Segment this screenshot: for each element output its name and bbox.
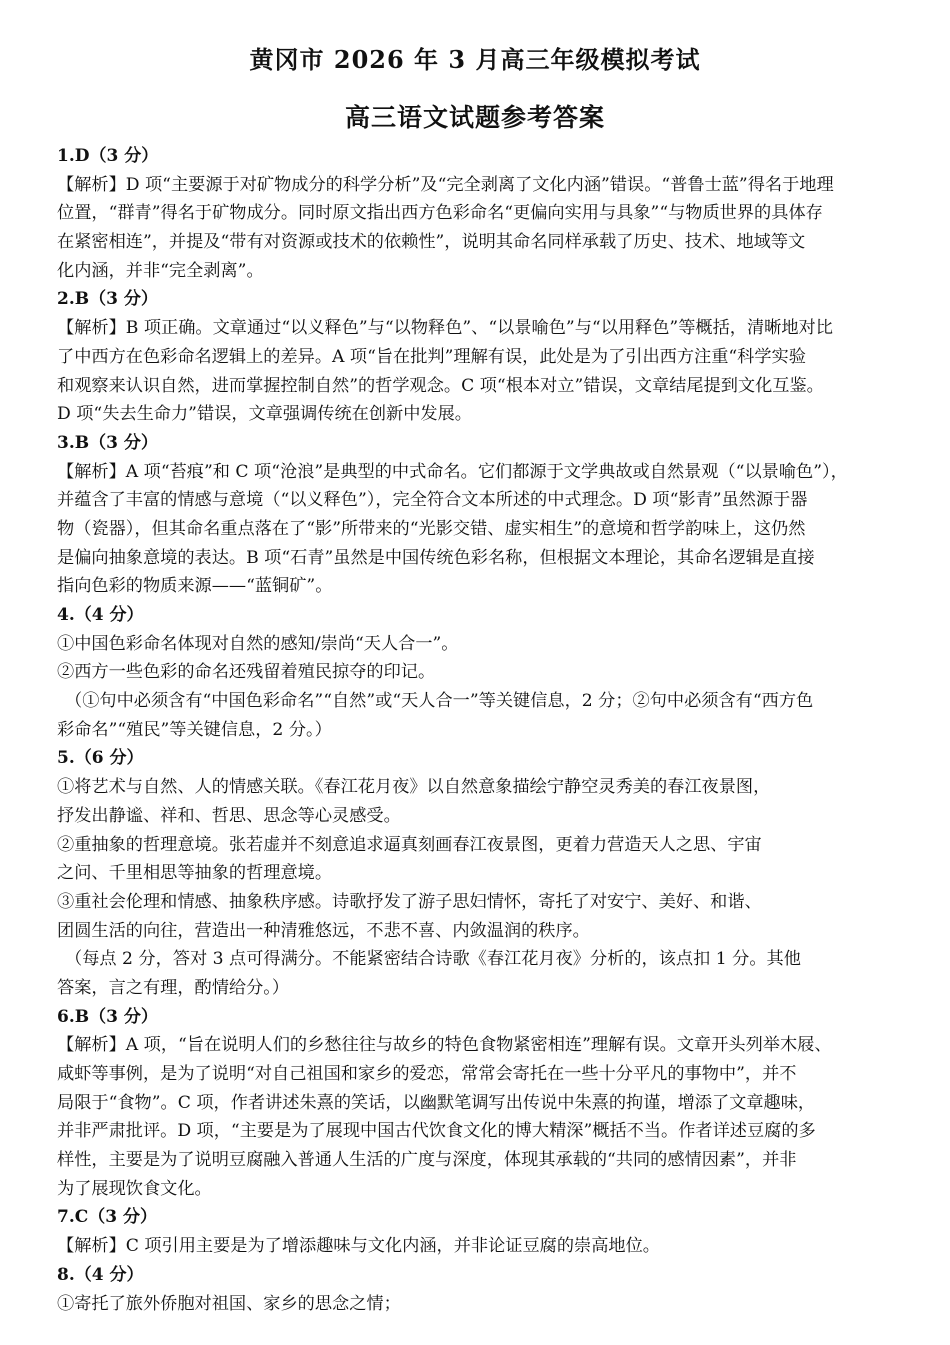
answer-text-line: ①将艺术与自然、人的情感关联。《春江花月夜》以自然意象描绘宁静空灵秀美的春江夜景图， <box>57 777 771 798</box>
question-heading: 6.B（3 分） <box>57 1006 158 1027</box>
answer-text-line: 样性，主要是为了说明豆腐融入普通人生活的广度与深度，体现其承载的“共同的感情因素”，并非 <box>57 1150 797 1171</box>
answer-text-line: 位置，“群青”得名于矿物成分。同时原文指出西方色彩命名“更偏向实用与具象”“与物质世界的具体存 <box>57 203 823 224</box>
answer-text-line: 和观察来认识自然，进而掌握控制自然”的哲学观念。C 项“根本对立”错误，文章结尾提到文化互鉴。 <box>57 375 824 396</box>
answer-text-line: 【解析】C 项引用主要是为了增添趣味与文化内涵，并非论证豆腐的崇高地位。 <box>57 1236 660 1257</box>
answer-text-line: 之问、千里相思等抽象的哲理意境。 <box>57 863 333 884</box>
answer-text-line: 抒发出静谧、祥和、哲思、思念等心灵感受。 <box>57 805 401 826</box>
answer-text-line: 【解析】A 项“苔痕”和 C 项“沧浪”是典型的中式命名。它们都源于文学典故或自然景观（“以景喻色”）， <box>57 461 848 482</box>
answer-text-line: ③重社会伦理和情感、抽象秩序感。诗歌抒发了游子思妇情怀，寄托了对安宁、美好、和谐、 <box>57 891 762 912</box>
answer-key-title: 高三语文试题参考答案 <box>344 103 605 132</box>
answer-text-line: 咸虾等事例，是为了说明“对自己祖国和家乡的爱恋，常常会寄托在一些十分平凡的事物中”，并不 <box>57 1064 797 1084</box>
answer-text-line: 并蕴含了丰富的情感与意境（“以义释色”），完全符合文本所述的中式理念。D 项“影青”虽然源于器 <box>57 490 808 511</box>
answer-text-line: ②西方一些色彩的命名还残留着殖民掠夺的印记。 <box>57 662 436 683</box>
answer-text-line: 为了展现饮食文化。 <box>57 1178 212 1199</box>
exam-title: 黄冈市 2026 年 3 月高三年级模拟考试 <box>249 45 701 74</box>
answer-text-line: ①寄托了旅外侨胞对祖国、家乡的思念之情； <box>57 1293 401 1314</box>
answer-text-line: 指向色彩的物质来源——“蓝铜矿”。 <box>57 576 333 597</box>
answer-text-line: ①中国色彩命名体现对自然的感知/崇尚“天人合一”。 <box>57 633 459 654</box>
question-heading: 8.（4 分） <box>57 1264 144 1285</box>
question-heading: 4.（4 分） <box>57 605 144 625</box>
answer-text-line: 【解析】B 项正确。文章通过“以义释色”与“以物释色”、“以景喻色”与“以用释色”等概括，清晰地对比 <box>57 318 833 339</box>
question-heading: 7.C（3 分） <box>57 1207 158 1228</box>
scoring-note-line: （①句中必须含有“中国色彩命名”“自然”或“天人合一”等关键信息，2 分；②句中必须含有“西方色 <box>65 691 814 712</box>
scoring-note-line: （每点 2 分，答对 3 点可得满分。不能紧密结合诗歌《春江花月夜》分析的，该点扣 1 分。其他 <box>65 949 801 970</box>
question-heading: 5.（6 分） <box>57 748 144 769</box>
answer-text-line: 化内涵，并非“完全剥离”。 <box>57 260 264 281</box>
question-heading: 3.B（3 分） <box>57 432 158 453</box>
question-heading: 2.B（3 分） <box>57 289 158 310</box>
answer-text-line: 了中西方在色彩命名逻辑上的差异。A 项“旨在批判”理解有误，此处是为了引出西方注重“科学实验 <box>57 346 806 367</box>
answer-text-line: 彩命名”“殖民”等关键信息，2 分。） <box>57 719 332 740</box>
answer-text-line: 是偏向抽象意境的表达。B 项“石青”虽然是中国传统色彩名称，但根据文本理论，其命名逻辑是直接 <box>57 547 815 568</box>
answer-text-line: 团圆生活的向往，营造出一种清雅悠远，不悲不喜、内敛温润的秩序。 <box>57 920 590 941</box>
answer-text-line: 局限于“食物”。C 项，作者讲述朱熹的笑话，以幽默笔调写出传说中朱熹的拘谨，增添了文章趣味， <box>57 1092 816 1113</box>
answer-text-line: 【解析】D 项“主要源于对矿物成分的科学分析”及“完全剥离了文化内涵”错误。“普鲁士蓝”得名于地理 <box>57 174 834 195</box>
question-heading: 1.D（3 分） <box>57 146 159 166</box>
answer-text-line: 答案，言之有理，酌情给分。） <box>57 977 290 998</box>
answer-text-line: 【解析】A 项，“旨在说明人们的乡愁往往与故乡的特色食物紧密相连”理解有误。文章开头列举木屐、 <box>57 1035 832 1056</box>
answer-text-line: 物（瓷器），但其命名重点落在了“影”所带来的“光影交错、虚实相生”的意境和哲学韵味上，这仍然 <box>57 518 806 539</box>
answer-content <box>57 142 897 1318</box>
answer-text-line: 在紧密相连”，并提及“带有对资源或技术的依赖性”，说明其命名同样承载了历史、技术、地域等文 <box>57 232 806 253</box>
answer-text-line: ②重抽象的哲理意境。张若虚并不刻意追求逼真刻画春江夜景图，更着力营造天人之思、宇宙 <box>57 834 762 855</box>
answer-text-line: D 项“失去生命力”错误，文章强调传统在创新中发展。 <box>57 404 472 425</box>
answer-text-line: 并非严肃批评。D 项，“主要是为了展现中国古代饮食文化的博大精深”概括不当。作者详述豆腐的多 <box>57 1121 816 1142</box>
